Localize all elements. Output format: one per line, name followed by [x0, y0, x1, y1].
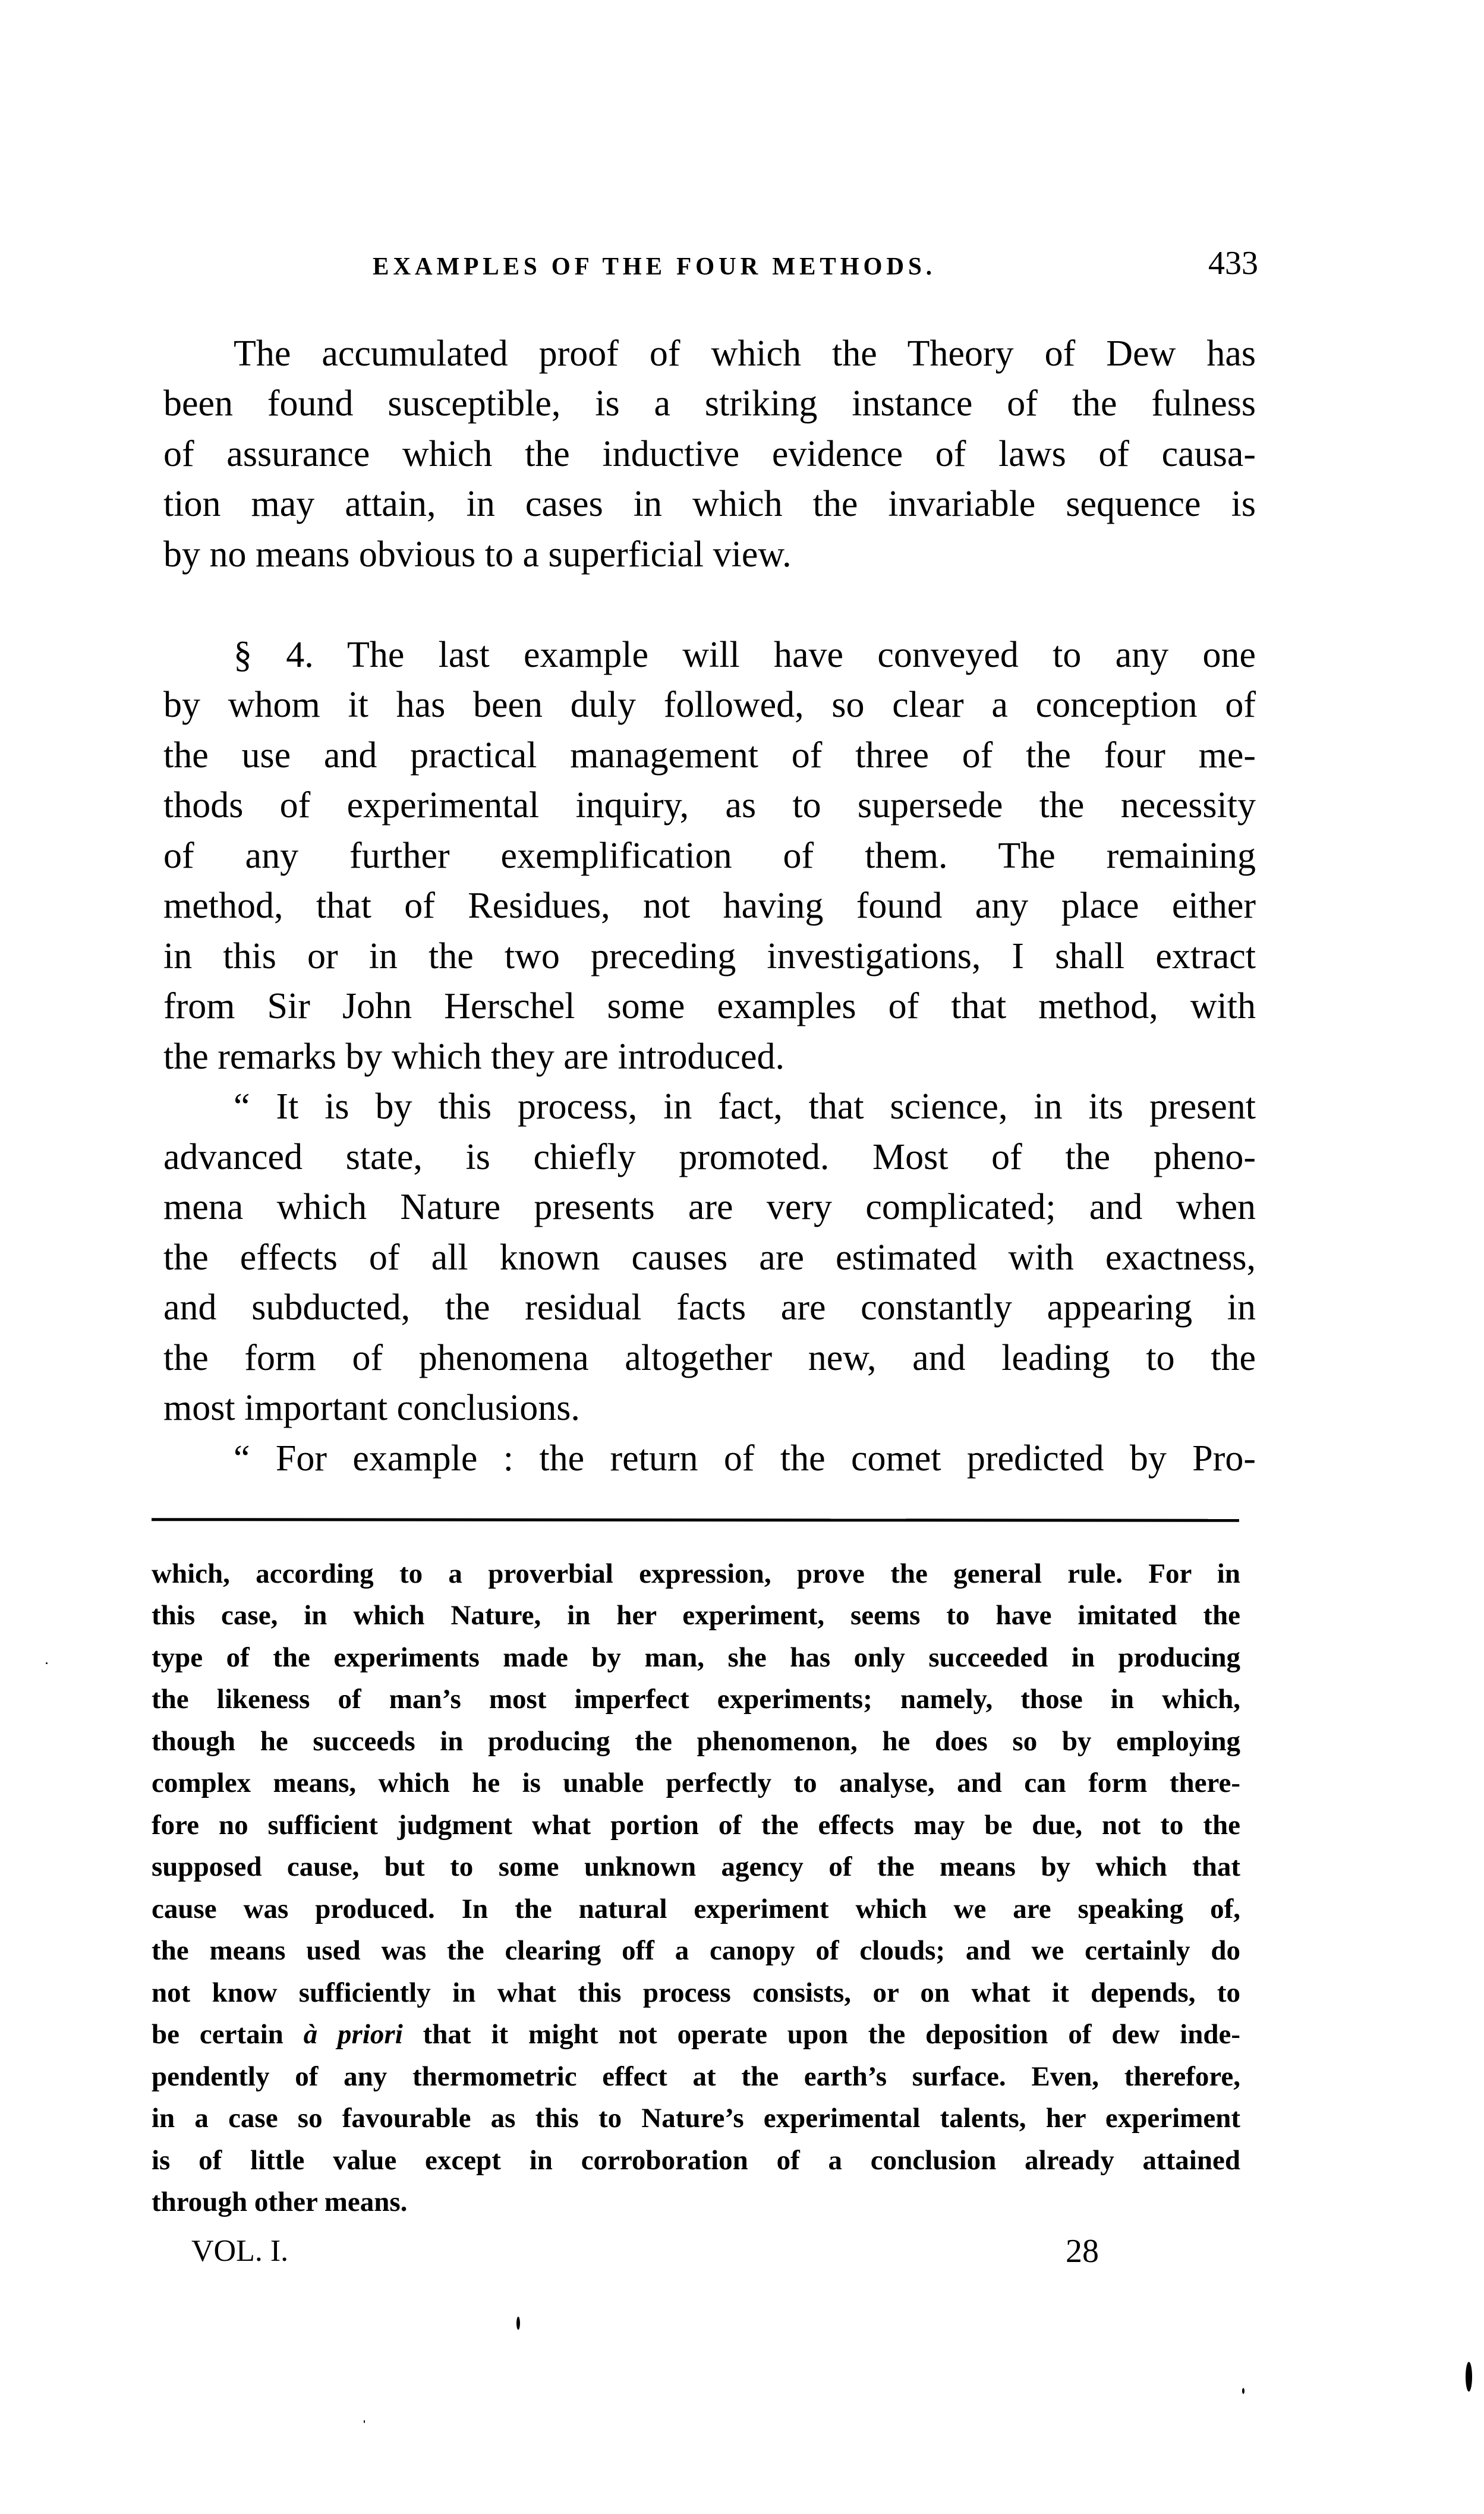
footnote-line [152, 2014, 1240, 2055]
footnote-line: which, according to a proverbial expression, prove the general rule. For in [152, 1558, 1240, 1589]
scan-speck [516, 2317, 520, 2330]
quote-line: “ It is by this process, in fact, that science, in its present [234, 1086, 1256, 1127]
section-4-heading-line: § 4. The last example will have conveyed to any one [234, 635, 1256, 675]
quote-line: mena which Nature presents are very complicated; and when [163, 1187, 1256, 1227]
body-line: method, that of Residues, not having found any place either [163, 886, 1256, 926]
footnote-line: fore no sufficient judgment what portion of the effects may be due, not to the [152, 1810, 1240, 1841]
footnote-line: supposed cause, but to some unknown agency of the means by which that [152, 1851, 1240, 1882]
page-number: 433 [1208, 245, 1258, 282]
footnote-text: be certain [152, 2019, 283, 2050]
body-line: the remarks by which they are introduced. [163, 1037, 785, 1077]
footnote-text: that it might not operate upon the deposition of dew inde- [423, 2019, 1241, 2050]
body-line: thods of experimental inquiry, as to supersede the necessity [163, 785, 1256, 826]
scan-speck [364, 2420, 365, 2423]
quote-line: “ For example : the return of the comet predicted by Pro- [234, 1438, 1256, 1479]
footnote-rule [152, 1518, 1239, 1522]
signature-mark: 28 [1066, 2233, 1099, 2270]
body-line: from Sir John Herschel some examples of that method, with [163, 986, 1256, 1026]
body-line: the use and practical management of three of the four me- [163, 735, 1256, 776]
quote-line: most important conclusions. [163, 1388, 580, 1428]
quote-line: the form of phenomena altogether new, and leading to the [163, 1338, 1256, 1378]
body-line: tion may attain, in cases in which the invariable sequence is [163, 484, 1256, 524]
scan-speck [1242, 2388, 1244, 2394]
footnote-line: pendently of any thermometric effect at the earth’s surface. Even, therefore, [152, 2061, 1240, 2092]
italic-phrase: à priori [303, 2019, 403, 2050]
footnote-line: in a case so favourable as this to Nature’s experimental talents, her experiment [152, 2103, 1240, 2134]
footnote-line: the means used was the clearing off a canopy of clouds; and we certainly do [152, 1935, 1240, 1966]
footnote-line: complex means, which he is unable perfectly to analyse, and can form there- [152, 1768, 1240, 1798]
running-title: EXAMPLES OF THE FOUR METHODS. [373, 253, 936, 281]
footnote-line: type of the experiments made by man, she has only succeeded in producing [152, 1642, 1240, 1673]
footnote-line: this case, in which Nature, in her experiment, seems to have imitated the [152, 1600, 1240, 1631]
body-line: in this or in the two preceding investigations, I shall extract [163, 936, 1256, 976]
footnote-line: cause was produced. In the natural experiment which we are speaking of, [152, 1894, 1240, 1924]
volume-signature: VOL. I. [191, 2234, 289, 2268]
footnote-line: through other means. [152, 2187, 408, 2217]
scan-speck [46, 1662, 48, 1664]
quote-line: and subducted, the residual facts are constantly appearing in [163, 1287, 1256, 1328]
footnote-line: the likeness of man’s most imperfect experiments; namely, those in which, [152, 1684, 1240, 1715]
body-line: of any further exemplification of them. The remaining [163, 836, 1256, 876]
footnote-line: not know sufficiently in what this process consists, or on what it depends, to [152, 1977, 1240, 2008]
body-line: The accumulated proof of which the Theory of Dew has [234, 333, 1256, 374]
running-head [373, 245, 1258, 282]
footnote-line: though he succeeds in producing the phenomenon, he does so by employing [152, 1726, 1240, 1757]
quote-line: advanced state, is chiefly promoted. Most of the pheno- [163, 1137, 1256, 1177]
body-line: been found susceptible, is a striking instance of the fulness [163, 383, 1256, 424]
quote-line: the effects of all known causes are estimated with exactness, [163, 1237, 1256, 1278]
footnote-line: is of little value except in corroboration of a conclusion already attained [152, 2145, 1240, 2176]
body-line: by no means obvious to a superficial view. [163, 534, 792, 575]
body-line: by whom it has been duly followed, so clear a conception of [163, 685, 1256, 725]
scan-speck [1466, 2362, 1472, 2392]
body-line: of assurance which the inductive evidence of laws of causa- [163, 434, 1256, 474]
